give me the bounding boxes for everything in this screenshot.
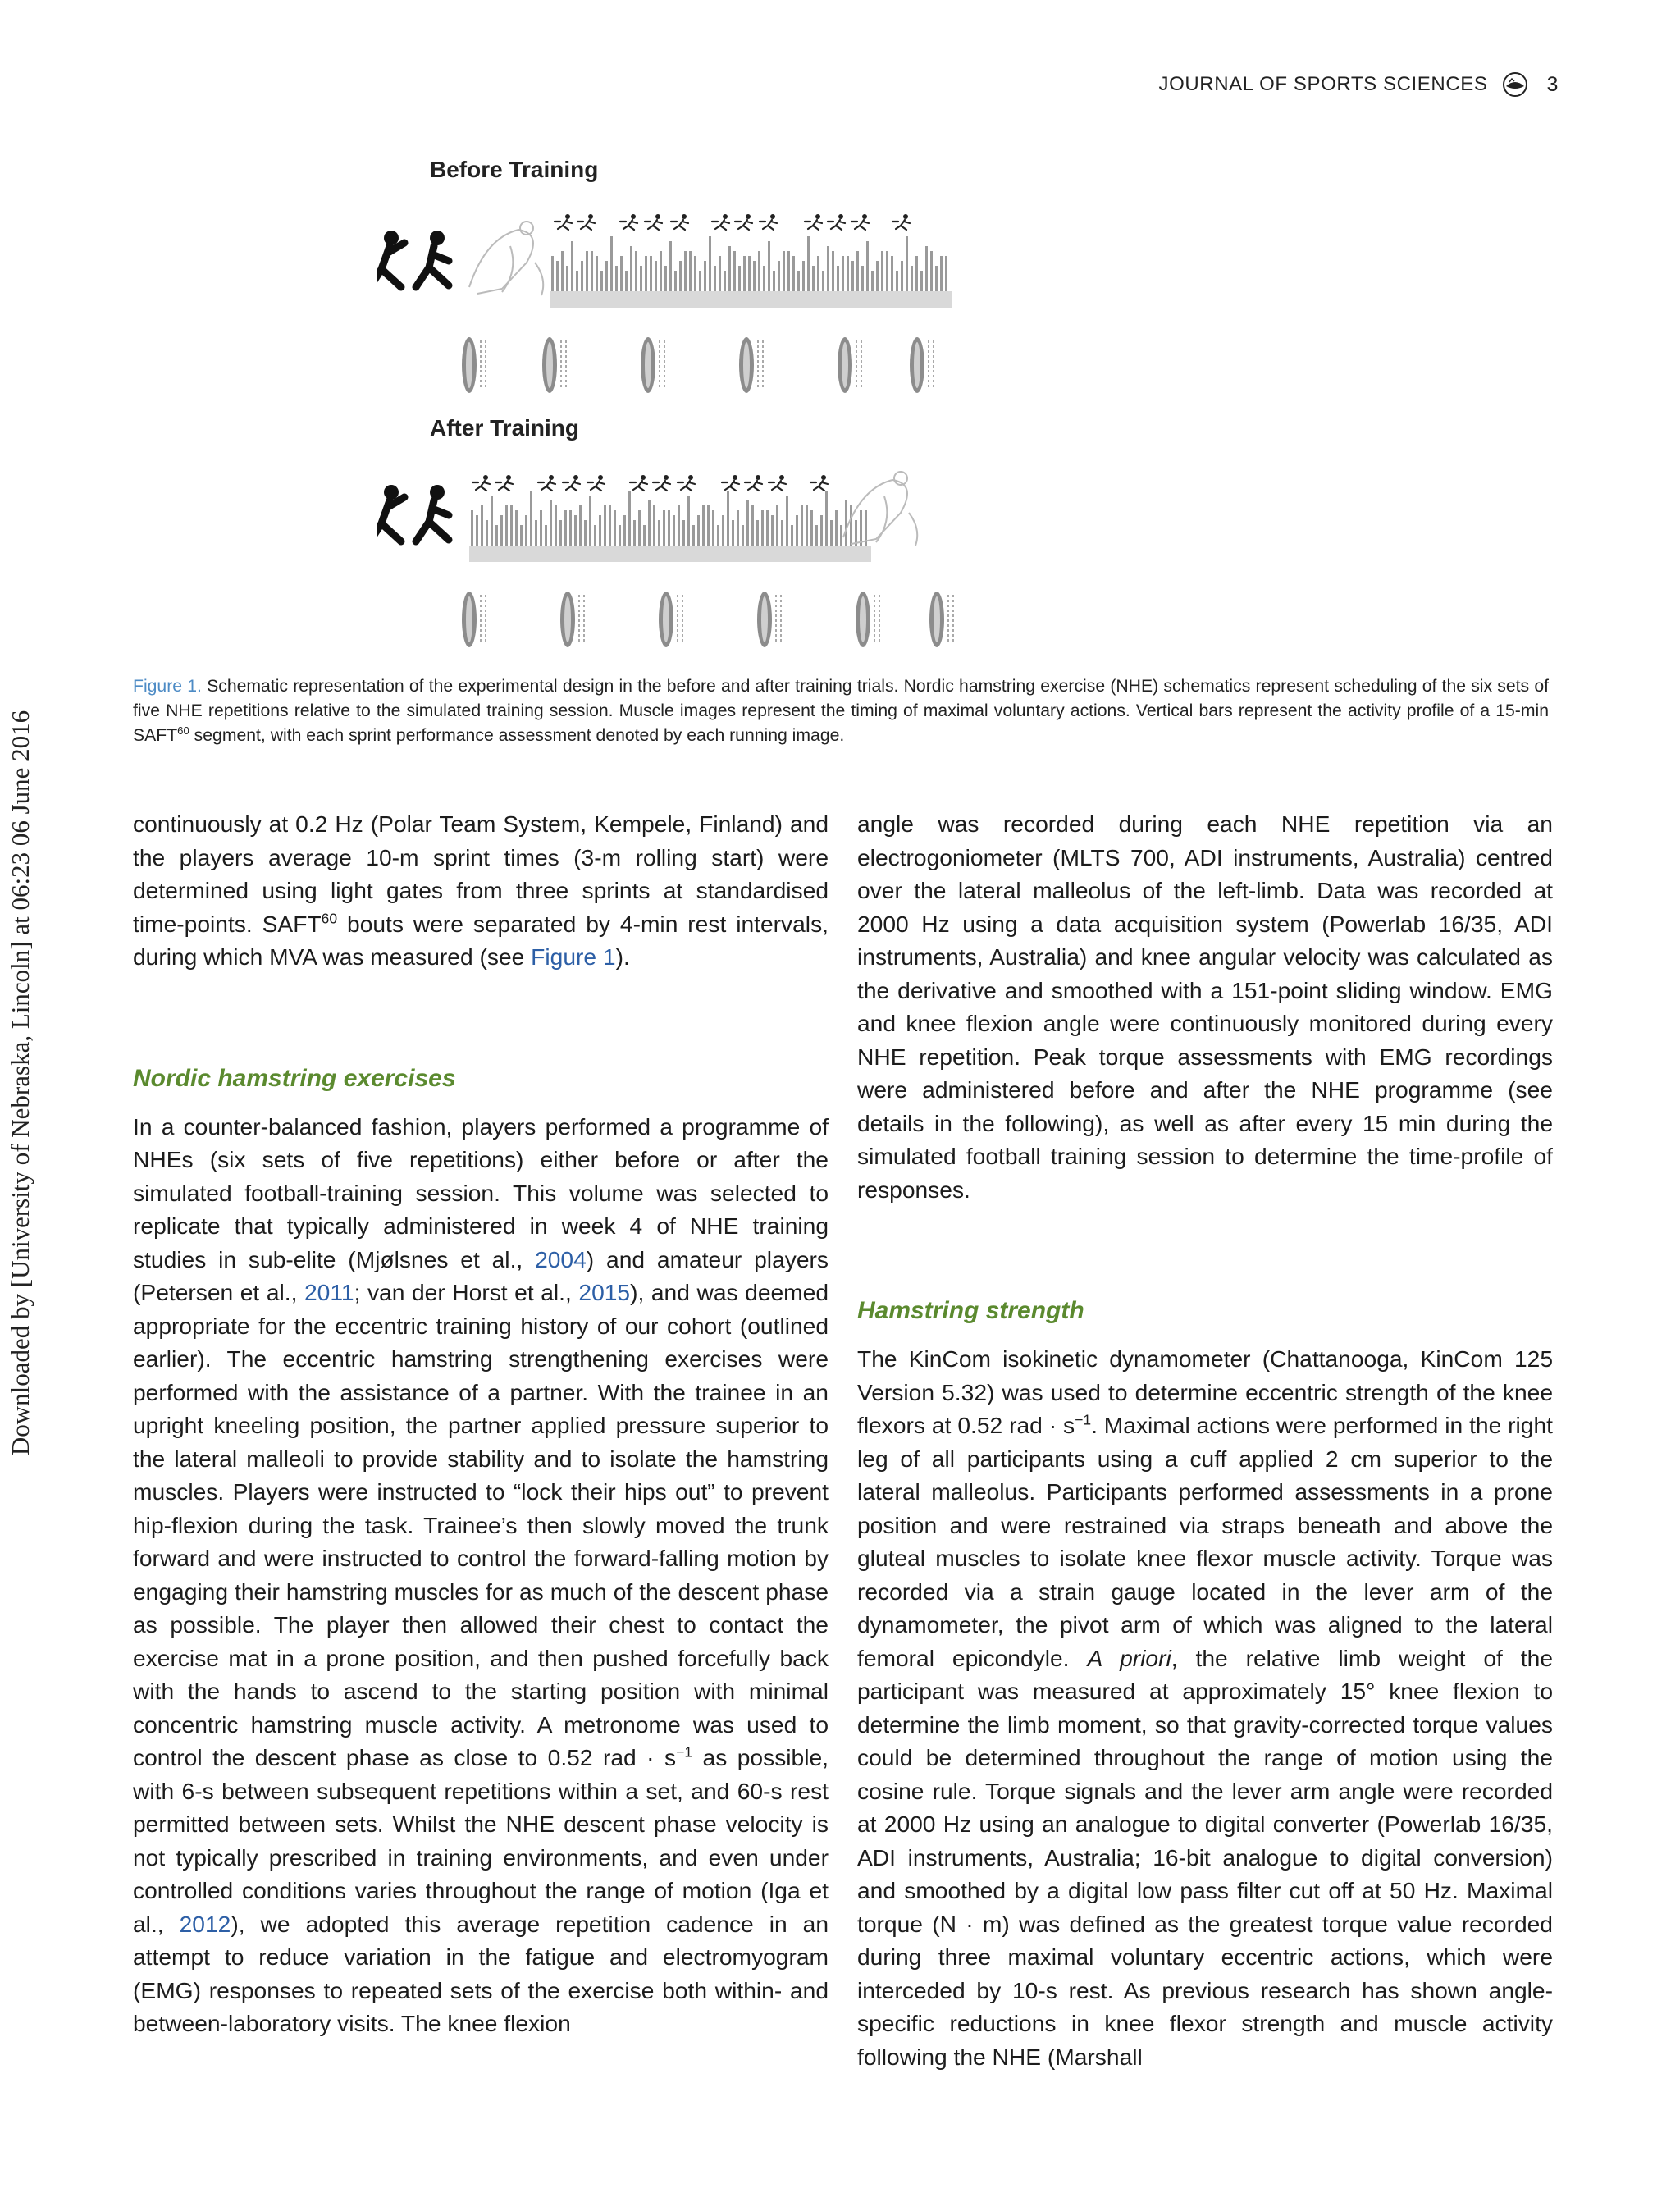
activity-bar	[806, 505, 808, 546]
activity-bar	[684, 251, 687, 291]
activity-bar	[746, 500, 749, 546]
sprint-runner-icon	[671, 220, 688, 230]
download-note-text: Downloaded by [University of Nebraska, Lincoln] at 06:23 06 June 2016	[6, 710, 34, 1456]
activity-bar	[481, 505, 483, 546]
activity-bar	[748, 256, 751, 291]
sprint-runner-icon	[779, 475, 784, 480]
activity-bar	[614, 510, 616, 546]
activity-bar	[687, 496, 690, 546]
activity-bar-block	[845, 291, 952, 308]
text-run: ), and was deemed appropriate for the eccentric training history of our cohort (outlined earlier). The eccentric hamstring strengthening exercises were performed with the assistance of a partner. With the trainee in an upright kneeling position, the partner applied pressure superior to the lateral malleoli to provide stability and to isolate the hamstring muscles. Players were instructed to “lock their hips out” to prevent hip-flexion during the task. Trainee’s then slowly moved the trunk forward and were instructed to control the forward-falling motion by engaging their hamstring muscles for as much of the descent phase as possible. The player then allowed their chest to contact the exercise mat in a prone position, and then pushed forcefully back with the hands to ascend to the starting position with minimal concentric hamstring muscle activity. A metronome was used to control the descent phase as close to 0.52 rad · s	[133, 1279, 829, 1770]
activity-bar	[847, 256, 849, 291]
activity-bar	[628, 491, 631, 546]
sprint-runner-icon	[664, 475, 669, 480]
activity-bar	[540, 510, 542, 546]
muscle-icon	[481, 595, 486, 644]
activity-bar	[655, 261, 657, 291]
activity-bar	[753, 261, 756, 291]
activity-bar	[822, 271, 824, 291]
activity-bar	[664, 266, 667, 291]
activity-bar	[689, 251, 692, 291]
activity-bar	[920, 271, 923, 291]
activity-bar	[712, 510, 714, 546]
activity-bar	[486, 520, 488, 546]
activity-bar	[559, 520, 562, 546]
muscle-icon	[678, 595, 682, 644]
activity-bar	[896, 271, 898, 291]
activity-bar	[732, 520, 734, 546]
activity-bar	[576, 271, 578, 291]
figure-caption	[133, 674, 1549, 748]
text-run: continuously at 0.2 Hz (Polar Team System, Kempele, Finland) and the players average 10-m sprint times (3-m rolling start) were determined using light gates from three sprints at standardised time-points. SAFT	[133, 811, 829, 937]
activity-bar	[842, 256, 844, 291]
activity-bar	[758, 251, 760, 291]
sprint-runner-icon	[573, 475, 578, 480]
muscle-icon	[761, 596, 768, 642]
muscle-icon	[564, 596, 571, 642]
activity-bar	[817, 256, 819, 291]
activity-bar	[786, 496, 788, 546]
sprint-runner-icon	[598, 475, 603, 480]
activity-bar	[830, 520, 833, 546]
activity-bar	[925, 246, 928, 291]
paragraph-hamstring-strength	[857, 1342, 1553, 2073]
activity-bar	[525, 515, 527, 546]
citation-link-2011[interactable]: 2011	[304, 1279, 354, 1305]
warmup-figure-icon	[377, 243, 404, 287]
nhe-partner-icon	[502, 246, 543, 295]
download-watermark	[0, 0, 41, 2188]
sprint-runner-icon	[495, 481, 513, 491]
activity-bar	[728, 246, 731, 291]
activity-bar	[801, 505, 803, 546]
caption-superscript: 60	[177, 724, 189, 737]
sprint-runner-icon	[733, 475, 737, 480]
sprint-runner-icon	[770, 214, 775, 219]
activity-bar	[788, 251, 790, 291]
sprint-runner-icon	[722, 481, 739, 491]
superscript: 60	[321, 910, 338, 927]
activity-bar	[569, 510, 572, 546]
sprint-runner-icon	[506, 475, 511, 480]
sprint-runner-icon	[746, 214, 751, 219]
activity-bar	[940, 256, 943, 291]
activity-bar	[761, 510, 764, 546]
activity-bar	[704, 261, 706, 291]
activity-bar	[663, 510, 665, 546]
activity-bar	[679, 261, 682, 291]
muscle-icon	[934, 596, 940, 642]
activity-bar	[673, 515, 675, 546]
activity-bar	[574, 515, 577, 546]
muscle-icon	[948, 595, 953, 644]
activity-bar	[727, 491, 729, 546]
activity-bar	[584, 520, 587, 546]
activity-bar	[861, 266, 864, 291]
muscle-icon	[481, 340, 486, 390]
sprint-runner-icon	[555, 220, 572, 230]
activity-bar	[835, 510, 838, 546]
activity-bar	[722, 515, 724, 546]
activity-bar	[866, 241, 869, 291]
activity-bar	[756, 520, 759, 546]
activity-bar	[620, 256, 623, 291]
sprint-runner-icon	[578, 220, 595, 230]
activity-bar	[724, 271, 726, 291]
activity-bar	[807, 236, 810, 291]
activity-bar	[845, 500, 847, 546]
sprint-runner-icon	[563, 481, 580, 491]
activity-bar	[812, 266, 815, 291]
activity-bar	[860, 510, 862, 546]
activity-bar	[733, 251, 736, 291]
activity-bar	[500, 515, 503, 546]
activity-bar	[556, 261, 559, 291]
activity-bar	[737, 510, 739, 546]
activity-bar	[751, 505, 754, 546]
activity-bar	[561, 251, 564, 291]
sprint-runner-icon	[587, 481, 605, 491]
activity-bar	[505, 505, 508, 546]
sprint-runner-icon	[810, 481, 828, 491]
activity-bar	[550, 500, 552, 546]
activity-bar	[653, 505, 655, 546]
activity-bar	[668, 510, 670, 546]
superscript: −1	[676, 1743, 693, 1761]
activity-bar	[591, 251, 593, 291]
activity-bar	[600, 271, 603, 291]
activity-bar	[596, 256, 598, 291]
activity-bar	[551, 256, 554, 291]
activity-bar	[623, 515, 626, 546]
activity-bar	[699, 271, 701, 291]
sprint-runner-icon	[641, 475, 646, 480]
citation-link-2012[interactable]: 2012	[179, 1910, 231, 1937]
sprint-runner-icon	[549, 475, 554, 480]
sprint-runner-icon	[655, 214, 660, 219]
activity-bar	[535, 520, 537, 546]
activity-bar	[827, 246, 829, 291]
activity-bar	[555, 505, 557, 546]
journal-title: JOURNAL OF SPORTS SCIENCES	[1158, 73, 1488, 95]
muscle-icon	[660, 340, 664, 390]
activity-bar	[776, 505, 778, 546]
left-column	[133, 807, 829, 2040]
activity-bar	[792, 256, 795, 291]
activity-bar	[476, 515, 478, 546]
activity-bar	[766, 510, 769, 546]
muscle-icon	[579, 595, 584, 644]
sprint-runner-icon	[851, 220, 869, 230]
activity-bar	[717, 525, 719, 546]
text-run: as possible, with 6-s between subsequent repetitions within a set, and 60-s rest permitted between sets. Whilst the NHE descent phase velocity is not typically prescribed in training environments, and even under controlled conditions varies throughout the range of motion (Iga et al.,	[133, 1744, 829, 1937]
activity-bar	[669, 241, 672, 291]
activity-bar	[515, 510, 518, 546]
activity-bar	[674, 271, 677, 291]
paragraph-electrogoniometer: angle was recorded during each NHE repetition via an electrogoniometer (MLTS 700, ADI instruments, Australia) centred over the lateral malleolus of the left-limb. Data was recorded at 2000 Hz using a data acquisition system (Powerlab 16/35, ADI instruments, Australia) and knee angular velocity was calculated as the derivative and smoothed with a 151-point sliding window. EMG and knee flexion angle were continuously monitored during every NHE repetition. Peak torque assessments with EMG recordings were administered before and after the NHE programme (see details in the following), as well as after every 15 min during the simulated football training session to determine the time-profile of responses.	[857, 811, 1553, 1203]
activity-bar	[820, 515, 823, 546]
sprint-runner-icon	[745, 481, 762, 491]
activity-bar-block	[746, 291, 853, 308]
figure-1-link[interactable]: Figure 1	[531, 943, 616, 970]
activity-bar	[694, 256, 696, 291]
activity-bar	[781, 520, 783, 546]
activity-bar	[660, 251, 662, 291]
activity-bar	[850, 505, 852, 546]
activity-bar-block	[550, 291, 656, 308]
sprint-runner-icon	[828, 220, 845, 230]
caption-text-part-1: Schematic representation of the experimental design in the before and after training trials. Nordic hamstring exercise (NHE) schematics represent scheduling of the six sets of five NHE repetitions relative to the simulated training session. Muscle images represent the timing of maximal voluntary actions. Vertical bars represent the activity profile of a 15-min SAFT	[133, 677, 1549, 745]
activity-bar-block	[765, 546, 871, 562]
muscle-icon	[929, 340, 934, 390]
activity-bar	[605, 261, 608, 291]
panel-label-after: After Training	[430, 415, 580, 441]
activity-bar	[714, 266, 716, 291]
muscle-icon	[743, 342, 750, 388]
activity-bar	[615, 266, 618, 291]
citation-link-2004[interactable]: 2004	[535, 1245, 587, 1272]
warmup-figure-icon	[416, 246, 449, 287]
activity-bar	[832, 251, 834, 291]
muscle-icon	[466, 596, 472, 642]
activity-bar	[855, 520, 857, 546]
panel-label-before: Before Training	[430, 157, 599, 182]
muscle-icon	[842, 342, 848, 388]
activity-bar	[658, 520, 660, 546]
activity-bar	[906, 236, 908, 291]
activity-bar	[901, 261, 903, 291]
activity-bar	[791, 525, 793, 546]
activity-bar	[840, 525, 842, 546]
activity-bar	[945, 256, 947, 291]
figure-schematic	[377, 148, 1329, 656]
activity-bar	[678, 505, 680, 546]
muscle-icon	[856, 340, 861, 390]
activity-bar	[638, 510, 641, 546]
sprint-runner-icon	[483, 475, 488, 480]
activity-bar-block	[648, 291, 755, 308]
activity-bar	[935, 266, 938, 291]
muscle-icon	[663, 596, 669, 642]
warmup-figure-icon	[416, 500, 449, 541]
sprint-runner-icon	[565, 214, 570, 219]
muscle-icon	[776, 595, 781, 644]
activity-bar	[586, 251, 588, 291]
muscle-icon	[860, 596, 866, 642]
muscle-icon	[874, 595, 879, 644]
activity-bar	[743, 256, 746, 291]
section-heading-hamstring-strength: Hamstring strength	[857, 1297, 1084, 1324]
activity-bar	[619, 525, 621, 546]
activity-bar-block	[469, 546, 576, 562]
activity-bar	[545, 525, 547, 546]
sprint-runner-icon	[620, 220, 637, 230]
activity-bar	[648, 500, 651, 546]
activity-bar	[692, 525, 695, 546]
text-run: In a counter-balanced fashion, players performed a programme of NHEs (six sets of five repetitions) either before or after the simulated football-training session. This volume was selected to replicate that typically administered in week 4 of NHE training studies in sub-elite (Mjølsnes et al.,	[133, 1112, 829, 1272]
activity-bar	[886, 251, 888, 291]
activity-bar	[851, 261, 854, 291]
sprint-runner-icon	[769, 481, 786, 491]
text-run: ), we adopted this average repetition cadence in an attempt to reduce variation in the fatigue and electromyogram (EMG) responses to repeated sets of the exercise both within- and between-laboratory visits. The knee flexion	[133, 1910, 829, 2036]
muscle-icon	[645, 342, 651, 388]
activity-bar-block	[666, 546, 773, 562]
sprint-runner-icon	[815, 214, 820, 219]
activity-bar	[594, 525, 596, 546]
activity-bar	[630, 246, 632, 291]
activity-bar	[763, 266, 765, 291]
activity-bar	[802, 261, 805, 291]
activity-bar	[930, 251, 933, 291]
activity-bar	[643, 525, 646, 546]
activity-bar	[783, 251, 785, 291]
activity-bar	[768, 241, 770, 291]
activity-bar	[876, 261, 879, 291]
sprint-runner-icon	[723, 214, 728, 219]
activity-bar	[604, 505, 606, 546]
sprint-runner-icon	[630, 481, 647, 491]
italic-term: A priori	[1087, 1644, 1171, 1671]
activity-bar	[797, 271, 800, 291]
activity-bar	[856, 251, 859, 291]
activity-bar	[738, 266, 741, 291]
text-run: , the relative limb weight of the participant was measured at approximately 15° knee flexion to determine the limb moment, so that gravity-corrected torque values could be determined throughout the range of motion using the cosine rule. Torque signals and the lever arm angle were recorded at 2000 Hz using an analogue to digital converter (Powerlab 16/35, ADI instruments, Australia; 16-bit analogue to digital conversion) and smoothed by a digital low pass filter cut off at 50 Hz. Maximal torque (N · m) was defined as the greatest torque value recorded during three maximal voluntary eccentric actions, which were interceded by 10-s rest. As previous research has shown angle-specific reductions in knee flexor strength and muscle activity following the NHE (Marshall	[857, 1644, 1553, 2070]
nhe-partner-icon	[843, 480, 907, 544]
warmup-figure-icon	[377, 497, 404, 541]
activity-bar	[579, 505, 582, 546]
muscle-icon	[466, 342, 472, 388]
activity-bar	[682, 520, 685, 546]
text-run: ) and amateur players (Petersen et al.,	[133, 1245, 829, 1305]
sprint-runner-icon	[631, 214, 636, 219]
activity-bar	[742, 525, 744, 546]
activity-bar	[635, 251, 637, 291]
figure-caption-label: Figure 1.	[133, 677, 202, 696]
activity-bar	[881, 251, 883, 291]
superscript: −1	[1075, 1411, 1092, 1428]
muscle-icon	[561, 340, 566, 390]
activity-bar	[702, 505, 705, 546]
paragraph-intro	[133, 807, 829, 974]
muscle-icon	[914, 342, 920, 388]
activity-bar-block	[568, 546, 674, 562]
activity-bar	[564, 510, 567, 546]
activity-bar	[796, 515, 798, 546]
sprint-runner-icon	[903, 214, 908, 219]
activity-bar	[871, 271, 874, 291]
caption-text-part-2: segment, with each sprint performance assessment denoted by each running image.	[189, 726, 845, 745]
page-number: 3	[1546, 72, 1559, 96]
muscle-icon	[758, 340, 763, 390]
sprint-runner-icon	[805, 220, 822, 230]
activity-bar	[645, 256, 647, 291]
text-run: . Maximal actions were performed in the right leg of all participants using a cuff applied 2 cm superior to the lateral malleolus. Participants performed assessments in a prone position and were restrained via straps beneath and above the gluteal muscles to isolate knee flexor muscle activity. Torque was recorded via a strain gauge located in the lever arm of the dynamometer, the pivot arm of which was aligned to the lateral femoral epicondyle.	[857, 1412, 1553, 1671]
activity-bar	[719, 256, 721, 291]
sprint-runner-icon	[645, 220, 662, 230]
sprint-runner-icon	[756, 475, 760, 480]
activity-bar	[471, 510, 473, 546]
text-run: ).	[615, 943, 630, 970]
activity-bar	[778, 261, 780, 291]
activity-bar	[810, 510, 813, 546]
activity-bar	[589, 496, 591, 546]
sprint-runner-icon	[838, 214, 843, 219]
sprint-runner-icon	[682, 214, 687, 219]
muscle-icon	[546, 342, 553, 388]
activity-bar	[491, 496, 493, 546]
journal-logo-icon	[1502, 71, 1528, 98]
text-run: The KinCom isokinetic dynamometer (Chattanooga, KinCom 125 Version 5.32) was used to determine eccentric strength of the knee flexors at 0.52 rad · s	[857, 1345, 1553, 1438]
sprint-runner-icon	[821, 475, 826, 480]
sprint-runner-icon	[653, 481, 670, 491]
paragraph-nordic	[133, 1110, 829, 2040]
sprint-runner-icon	[588, 214, 593, 219]
activity-bar	[520, 525, 523, 546]
activity-bar	[633, 520, 636, 546]
activity-bar	[495, 525, 498, 546]
activity-bar	[697, 515, 700, 546]
activity-bar	[911, 266, 913, 291]
activity-bar	[571, 241, 573, 291]
activity-bar	[825, 491, 828, 546]
activity-bar	[566, 266, 568, 291]
sprint-runner-icon	[678, 481, 695, 491]
activity-bar	[610, 236, 613, 291]
running-header	[1066, 71, 1559, 98]
activity-bar	[707, 505, 710, 546]
sprint-runner-icon	[892, 220, 910, 230]
activity-bar	[609, 505, 611, 546]
activity-bar	[599, 515, 601, 546]
activity-bar	[530, 491, 532, 546]
sprint-runner-icon	[712, 220, 729, 230]
activity-bar	[510, 505, 513, 546]
activity-bar	[625, 271, 628, 291]
nhe-partner-icon	[469, 230, 533, 294]
sprint-runner-icon	[735, 220, 752, 230]
citation-link-2015[interactable]: 2015	[578, 1279, 631, 1305]
sprint-runner-icon	[688, 475, 693, 480]
activity-bar	[915, 256, 918, 291]
sprint-runner-icon	[862, 214, 867, 219]
activity-bar	[709, 236, 711, 291]
activity-bar	[837, 266, 839, 291]
figure-1	[377, 148, 1329, 656]
activity-bar	[640, 266, 642, 291]
nhe-partner-icon	[876, 496, 917, 546]
activity-bar	[650, 256, 652, 291]
activity-bar	[815, 525, 818, 546]
sprint-runner-icon	[472, 481, 490, 491]
activity-bar	[581, 261, 583, 291]
activity-bar	[891, 256, 893, 291]
activity-bar	[771, 515, 774, 546]
activity-bar	[773, 271, 775, 291]
text-run: ; van der Horst et al.,	[354, 1279, 579, 1305]
right-column	[857, 807, 1553, 2073]
sprint-runner-icon	[538, 481, 555, 491]
section-heading-nordic: Nordic hamstring exercises	[133, 1064, 456, 1092]
sprint-runner-icon	[760, 220, 777, 230]
text-run: bouts were separated by 4-min rest intervals, during which MVA was measured (see	[133, 910, 829, 970]
